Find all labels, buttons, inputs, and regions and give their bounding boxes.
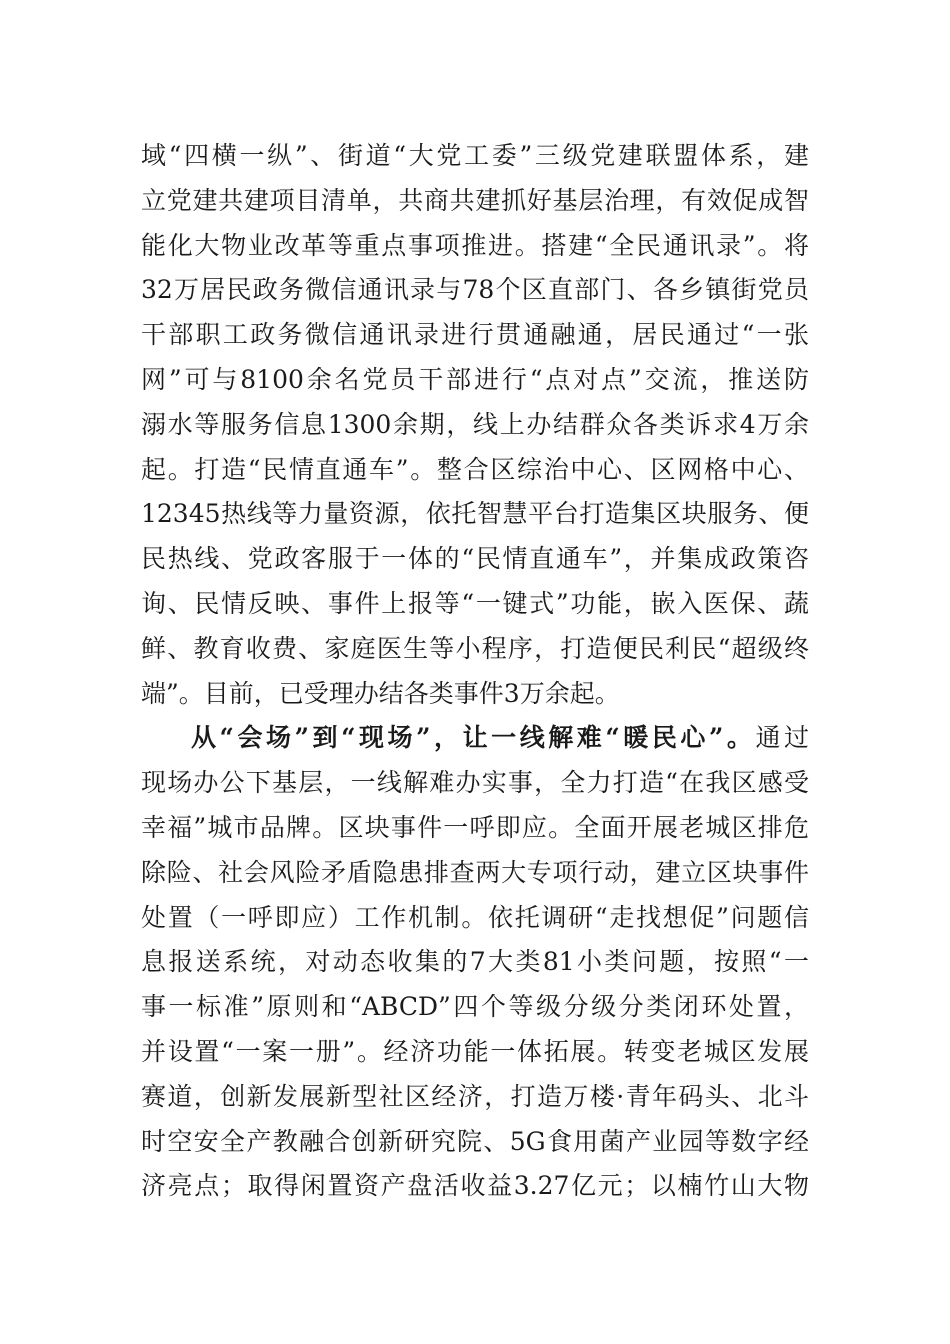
text-line: 赛道，创新发展新型社区经济，打造万楼·青年码头、北斗 xyxy=(141,1081,809,1111)
text-line: 时空安全产教融合创新研究院、5G食用菌产业园等数字经 xyxy=(141,1126,809,1156)
text-line: 民热线、党政客服于一体的“民情直通车”，并集成政策咨 xyxy=(141,544,809,574)
paragraph-2 xyxy=(141,716,809,1209)
text-line: 息报送系统，对动态收集的7大类81小类问题，按照“一 xyxy=(141,947,809,977)
text-line: 现场办公下基层，一线解难办实事，全力打造“在我区感受 xyxy=(141,768,809,798)
text-line: 能化大物业改革等重点事项推进。搭建“全民通讯录”。将 xyxy=(141,230,809,260)
text-line: 12345热线等力量资源，依托智慧平台打造集区块服务、便 xyxy=(141,499,809,529)
text-line: 起。打造“民情直通车”。整合区综治中心、区网格中心、 xyxy=(141,454,809,484)
text-line: 立党建共建项目清单，共商共建抓好基层治理，有效促成智 xyxy=(141,185,809,215)
text-line: 域“四横一纵”、街道“大党工委”三级党建联盟体系，建 xyxy=(141,141,809,170)
text-line: 鲜、教育收费、家庭医生等小程序，打造便民利民“超级终 xyxy=(141,633,809,663)
section-heading: 从“会场”到“现场”，让一线解难“暖民心”。 xyxy=(191,723,756,753)
body-text xyxy=(141,134,809,1209)
text-line: 事一标准”原则和“ABCD”四个等级分级分类闭环处置， xyxy=(141,992,809,1022)
text-line: 端”。目前，已受理办结各类事件3万余起。 xyxy=(141,678,620,708)
text-line: 幸福”城市品牌。区块事件一呼即应。全面开展老城区排危 xyxy=(141,812,809,842)
text-line: 干部职工政务微信通讯录进行贯通融通，居民通过“一张 xyxy=(141,320,809,350)
text-line: 网”可与8100余名党员干部进行“点对点”交流，推送防 xyxy=(141,364,809,394)
text-line: 并设置“一案一册”。经济功能一体拓展。转变老城区发展 xyxy=(141,1036,809,1066)
text-line: 除险、社会风险矛盾隐患排查两大专项行动，建立区块事件 xyxy=(141,857,809,887)
text-line: 济亮点；取得闲置资产盘活收益3.27亿元；以楠竹山大物 xyxy=(141,1171,809,1201)
text-line: 处置（一呼即应）工作机制。依托调研“走找想促”问题信 xyxy=(141,902,809,932)
paragraph-1 xyxy=(141,134,809,716)
text-line: 32万居民政务微信通讯录与78个区直部门、各乡镇街党员 xyxy=(141,275,809,305)
text-fragment: 通过 xyxy=(755,723,809,753)
paragraph-2-first-line xyxy=(141,716,809,761)
text-line: 询、民情反映、事件上报等“一键式”功能，嵌入医保、蔬 xyxy=(141,588,809,618)
text-line: 溺水等服务信息1300余期，线上办结群众各类诉求4万余 xyxy=(141,409,809,439)
